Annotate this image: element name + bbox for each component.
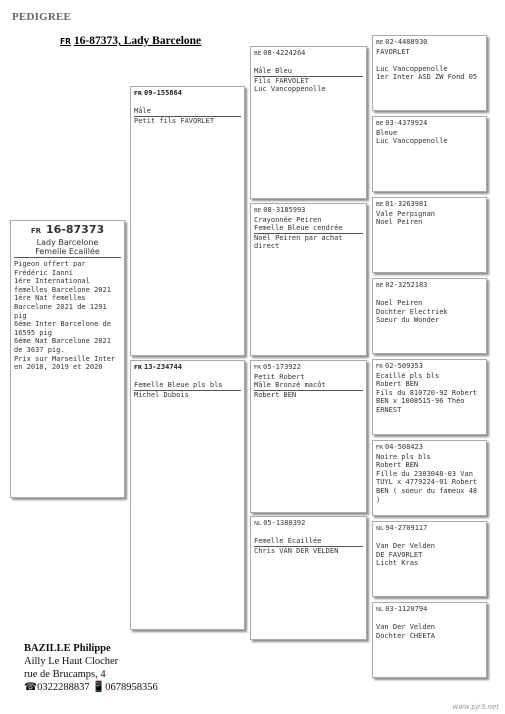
- sire-sire-card: [250, 46, 367, 199]
- owner-phone: 0322288837: [37, 682, 90, 693]
- ggp-text-6: Noire pls bls Robert BEN Fille du 2303048-03 Van TUYL x 4779224-01 Robert BEN ( soeur du fameux 48 ): [376, 452, 478, 504]
- dam-ring: [134, 363, 241, 373]
- dam-sire-country: FR: [254, 365, 261, 371]
- sire-dam-ring: [254, 206, 363, 216]
- sire-sire-ring-number: 08-4224264: [263, 49, 306, 57]
- dam-sire-color: Petit Robert Mâle Bronzé macôt: [254, 373, 363, 391]
- ggp-country-2: BE: [376, 121, 384, 127]
- ggp-country-7: NL: [376, 526, 384, 532]
- sire-sire-country: BE: [254, 51, 262, 57]
- dam-sire-notes: Robert BEN: [254, 390, 297, 399]
- sire-country: FR: [134, 91, 142, 97]
- ggp-card-7: [372, 521, 487, 597]
- mobile-icon: 📱: [92, 682, 106, 693]
- dam-ring-number: 13-234744: [144, 363, 182, 371]
- owner-mobile: 0678958356: [105, 682, 158, 693]
- ggp-ring-4: [376, 281, 483, 291]
- phone-icon: ☎: [24, 682, 38, 693]
- ggp-ring-number-2: 03-4379924: [385, 119, 428, 127]
- ggp-ring-1: [376, 38, 483, 48]
- ggp-ring-2: [376, 119, 483, 129]
- owner-address-line2: rue de Brucamps, 4: [24, 669, 106, 680]
- ggp-text-7: Van Der Velden DE FAVORLET Licht Kras: [376, 542, 436, 568]
- title-country: FR: [60, 37, 71, 46]
- sire-dam-card: [250, 203, 367, 356]
- dam-dam-ring: [254, 519, 363, 529]
- subject-ring-number: 16-87373: [46, 223, 105, 236]
- sire-dam-notes: Noël Peiren par achat direct: [254, 233, 347, 251]
- dam-dam-ring-number: 05-1380392: [263, 519, 306, 527]
- dam-country: FR: [134, 365, 142, 371]
- ggp-country-6: FR: [376, 445, 383, 451]
- dam-sire-card: [250, 360, 367, 513]
- pedigree-header: PEDIGREE: [12, 11, 72, 23]
- sire-color: Mâle: [134, 107, 241, 117]
- ggp-ring-number-3: 01-3263981: [385, 200, 428, 208]
- ggp-ring-5: [376, 362, 483, 372]
- dam-dam-notes: Chris VAN DER VELDEN: [254, 546, 339, 555]
- sire-sire-color: Mâle Bleu: [254, 67, 363, 77]
- ggp-text-8: Van Der Velden Dochter CHEETA: [376, 623, 436, 640]
- subject-color: Femelle Ecaillée: [35, 247, 100, 256]
- ggp-card-8: [372, 602, 487, 678]
- pedigree-title: [60, 35, 201, 47]
- ggp-text-3: Vale Perpignan Noel Peiren: [376, 209, 436, 227]
- dam-color: Femelle Bleue pls bls: [134, 381, 241, 391]
- dam-dam-color: Femelle Écaillée: [254, 537, 363, 547]
- ggp-ring-7: [376, 524, 483, 534]
- ggp-ring-number-8: 03-1120794: [385, 605, 428, 613]
- title-text: 16-87373, Lady Barcelone: [73, 35, 202, 47]
- ggp-text-4: Noel Peiren Dochter Electriek Soeur du Wonder: [376, 299, 448, 325]
- dam-dam-country: NL: [254, 521, 262, 527]
- ggp-text-5: Ecaillé pls bls Robert BEN Fils du 810720-92 Robert BEN x 1008515-96 Théo ERNEST: [376, 371, 478, 414]
- dam-sire-ring-number: 05-173922: [263, 363, 301, 371]
- sire-card: [130, 86, 245, 356]
- ggp-country-4: BE: [376, 283, 384, 289]
- sire-notes: Petit fils FAVORLET: [134, 116, 215, 125]
- sire-dam-country: BE: [254, 208, 262, 214]
- sire-dam-color: Crayonnée Peiren Femelle Bleue cendrée: [254, 216, 363, 234]
- subject-country: FR: [30, 227, 41, 235]
- ggp-ring-8: [376, 605, 483, 615]
- subject-header: [14, 223, 121, 258]
- sire-sire-notes: Fils FARVOLET Luc Vancoppenolle: [254, 76, 326, 94]
- ggp-country-5: FR: [376, 364, 383, 370]
- subject-notes: Pigeon offert par Frédéric Ianni 1ére International femelles Barcelone 2021 1ére Nat femelles Barcelone 2021 de 1291 pig 6éme Inter Barcelone de 16595 pig 6éme Nat Barcelone 2021 de 3637 pig. Prix sur Marseille Inter en 2018, 2019 et 2020: [14, 260, 116, 372]
- ggp-card-6: [372, 440, 487, 516]
- owner-contacts: [24, 681, 158, 694]
- sire-sire-ring: [254, 49, 363, 59]
- ggp-card-1: [372, 35, 487, 111]
- ggp-country-1: BE: [376, 40, 384, 46]
- ggp-country-3: BE: [376, 202, 384, 208]
- ggp-ring-number-5: 02-509353: [385, 362, 423, 370]
- dam-card: [130, 360, 245, 630]
- ggp-card-2: [372, 116, 487, 192]
- subject-name: Lady Barcelone: [36, 238, 99, 247]
- dam-notes: Michel Dubois: [134, 390, 189, 399]
- subject-card: [10, 220, 125, 498]
- subject-ring: [14, 223, 121, 238]
- owner-name: BAZILLE Philippe: [24, 643, 111, 654]
- ggp-ring-6: [376, 443, 483, 453]
- ggp-country-8: NL: [376, 607, 384, 613]
- watermark: www.pjr3.net: [452, 703, 499, 711]
- ggp-text-1: FAVORLET Luc Vancoppenolle 1er Inter ASD ZW Fond 05: [376, 47, 478, 82]
- ggp-card-5: [372, 359, 487, 435]
- ggp-ring-3: [376, 200, 483, 210]
- dam-sire-ring: [254, 363, 363, 373]
- owner-block: [24, 642, 158, 694]
- ggp-ring-number-4: 02-3252183: [385, 281, 428, 289]
- sire-ring-number: 09-155864: [144, 89, 182, 97]
- sire-ring: [134, 89, 241, 99]
- ggp-card-4: [372, 278, 487, 354]
- ggp-ring-number-6: 04-508423: [385, 443, 423, 451]
- dam-dam-card: [250, 516, 367, 640]
- ggp-ring-number-7: 94-2709117: [385, 524, 428, 532]
- ggp-text-2: Bleue Luc Vancoppenolle: [376, 128, 448, 146]
- sire-dam-ring-number: 08-3185993: [263, 206, 306, 214]
- owner-address-line1: Ailly Le Haut Clocher: [24, 656, 119, 667]
- ggp-ring-number-1: 02-4408930: [385, 38, 428, 46]
- ggp-card-3: [372, 197, 487, 273]
